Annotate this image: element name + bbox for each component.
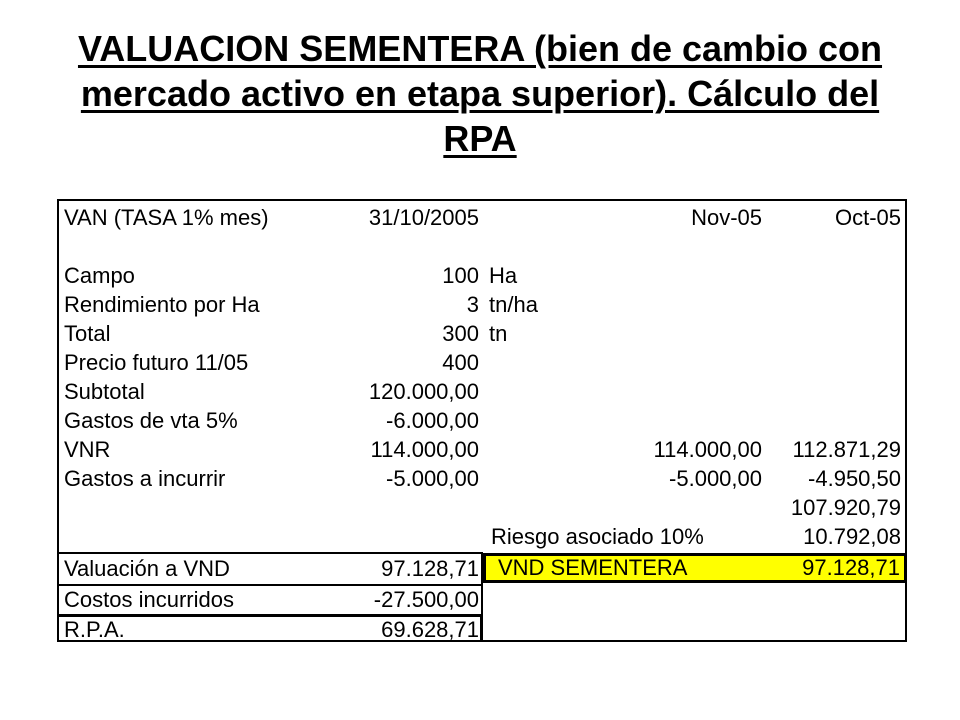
costos-label: Costos incurridos xyxy=(64,587,234,612)
header-row xyxy=(59,203,905,232)
row-label: Precio futuro 11/05 xyxy=(64,350,249,375)
row-label: Subtotal xyxy=(64,379,145,404)
table-row xyxy=(59,348,905,377)
row-value: 3 xyxy=(466,292,479,317)
header-nov: Nov-05 xyxy=(691,205,762,230)
table-row xyxy=(59,406,905,435)
table-row xyxy=(59,435,905,464)
table-row xyxy=(59,377,905,406)
divider xyxy=(59,552,483,554)
table-row xyxy=(59,261,905,290)
row-unit: Ha xyxy=(489,263,518,288)
row-value: 400 xyxy=(442,350,479,375)
row-unit: tn xyxy=(489,321,508,346)
valuacion-label: Valuación a VND xyxy=(64,556,230,581)
row-label: Rendimiento por Ha xyxy=(64,292,260,317)
page-title: VALUACION SEMENTERA (bien de cambio con mercado activo en etapa superior). Cálculo del RPA xyxy=(77,28,883,159)
riesgo-value: 10.792,08 xyxy=(803,524,901,549)
valuacion-value: 97.128,71 xyxy=(381,556,479,581)
row-value: 114.000,00 xyxy=(370,437,479,462)
valuation-table xyxy=(57,199,907,642)
riesgo-label: Riesgo asociado 10% xyxy=(491,524,704,549)
row-label: VNR xyxy=(64,437,111,462)
row-label: Gastos a incurrir xyxy=(64,466,226,491)
table-row xyxy=(59,290,905,319)
row-oct: -4.950,50 xyxy=(808,466,901,491)
costos-value: -27.500,00 xyxy=(373,587,479,612)
row-label: Total xyxy=(64,321,111,346)
riesgo-row xyxy=(59,522,905,551)
vnd-sementera-label: VND SEMENTERA xyxy=(498,555,688,580)
header-date: 31/10/2005 xyxy=(368,205,479,230)
subtotal-oct: 107.920,79 xyxy=(790,495,901,520)
row-value: -6.000,00 xyxy=(386,408,479,433)
row-nov: -5.000,00 xyxy=(669,466,762,491)
row-value: 300 xyxy=(442,321,479,346)
row-value: 120.000,00 xyxy=(368,379,479,404)
row-value: 100 xyxy=(442,263,479,288)
costos-row xyxy=(59,585,905,614)
rpa-label: R.P.A. xyxy=(64,617,125,642)
header-oct: Oct-05 xyxy=(834,205,901,230)
vnd-sementera-value: 97.128,71 xyxy=(802,555,900,580)
row-label: Campo xyxy=(64,263,135,288)
table-row xyxy=(59,319,905,348)
header-label: VAN (TASA 1% mes) xyxy=(64,205,269,230)
row-nov: 114.000,00 xyxy=(653,437,762,462)
rpa-row xyxy=(59,615,905,644)
row-unit: tn/ha xyxy=(489,292,538,317)
row-label: Gastos de vta 5% xyxy=(64,408,238,433)
row-oct: 112.871,29 xyxy=(792,437,901,462)
rpa-value: 69.628,71 xyxy=(381,617,479,642)
row-value: -5.000,00 xyxy=(386,466,479,491)
subtotal-row xyxy=(59,493,905,522)
table-row xyxy=(59,464,905,493)
vnd-sementera-box xyxy=(483,553,907,583)
